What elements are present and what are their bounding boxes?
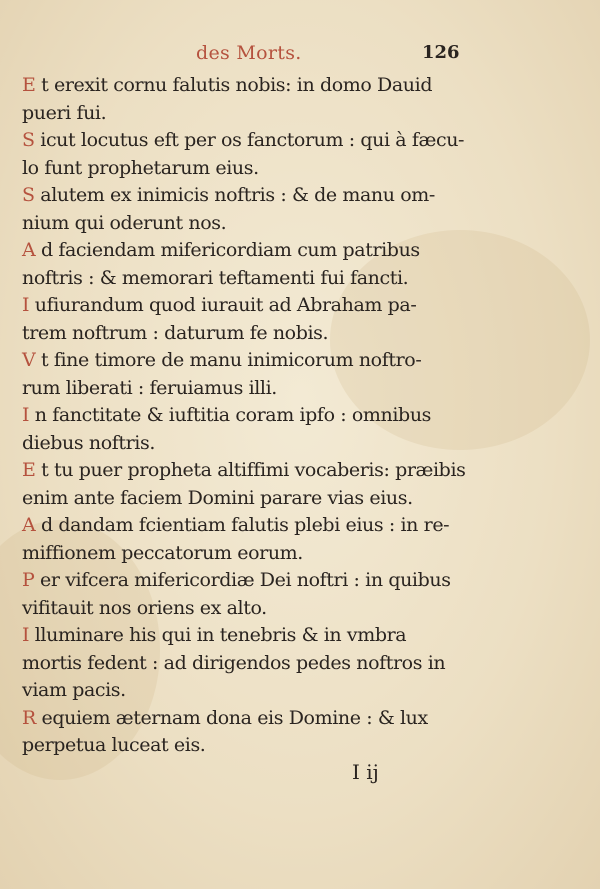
rubricated-initial: P — [22, 569, 35, 591]
verse-text: perpetua luceat eis. — [22, 734, 206, 756]
rubricated-initial: I — [22, 404, 30, 426]
verse-line — [22, 375, 482, 403]
verse-line — [22, 677, 482, 705]
rubricated-initial: E — [22, 459, 36, 481]
verse-line — [22, 292, 482, 320]
verse-text: t tu puer propheta altiffimi vocaberis: præibis — [35, 459, 466, 481]
verse-text: equiem æternam dona eis Domine : & lux — [35, 706, 428, 729]
verse-text: diebus noftris. — [22, 431, 155, 454]
rubricated-initial: R — [22, 706, 36, 729]
verse-line — [22, 512, 482, 540]
verse-line — [22, 155, 482, 183]
verse-text: alutem ex inimicis noftris : & de manu om- — [34, 184, 435, 206]
verse-line — [22, 402, 482, 430]
verse-text: viam pacis. — [22, 679, 126, 701]
verse-line — [22, 72, 482, 100]
verse-text: d faciendam mifericordiam cum patribus — [35, 239, 420, 261]
verse-line — [22, 237, 482, 265]
verse-text: n fanctitate & iuftitia coram ipfo : omnibus — [29, 404, 432, 426]
verse-text: ufiurandum quod iurauit ad Abraham pa- — [29, 294, 417, 316]
verse-text: mortis fedent : ad dirigendos pedes noftros in — [22, 651, 446, 674]
verse-line — [22, 210, 482, 238]
verse-line — [22, 457, 482, 485]
verse-line — [22, 732, 482, 760]
canticle-text — [22, 72, 482, 760]
verse-text: d dandam fcientiam falutis plebi eius : in re- — [35, 514, 450, 536]
rubricated-initial: S — [22, 129, 35, 151]
verse-text: miffionem peccatorum eorum. — [22, 541, 303, 564]
folio-number: 126 — [422, 42, 460, 63]
verse-text: t fine timore de manu inimicorum noftro- — [35, 349, 422, 371]
rubricated-initial: V — [22, 349, 36, 371]
printer-signature: I ij — [352, 760, 379, 784]
verse-text: trem noftrum : daturum fe nobis. — [22, 321, 329, 344]
rubricated-initial: I — [22, 294, 30, 316]
verse-text: icut locutus eft per os fanctorum : qui à fæcu- — [34, 129, 465, 151]
verse-text: noftris : & memorari teftamenti fui fancti. — [22, 266, 409, 289]
verse-line — [22, 100, 482, 128]
verse-line — [22, 622, 482, 650]
verse-line — [22, 347, 482, 375]
verse-line — [22, 265, 482, 293]
verse-line — [22, 320, 482, 348]
verse-line — [22, 430, 482, 458]
verse-text: t erexit cornu falutis nobis: in domo Dauid — [35, 74, 433, 96]
verse-text: lo funt prophetarum eius. — [22, 156, 259, 179]
verse-line — [22, 595, 482, 623]
verse-text: rum liberati : feruiamus illi. — [22, 376, 277, 399]
rubricated-initial: S — [22, 184, 35, 206]
verse-text: enim ante faciem Domini parare vias eius. — [22, 486, 413, 509]
rubricated-initial: A — [22, 514, 36, 536]
verse-line — [22, 485, 482, 513]
verse-text: vifitauit nos oriens ex alto. — [22, 596, 267, 619]
running-head: des Morts. — [196, 42, 302, 64]
verse-text: pueri fui. — [22, 101, 107, 124]
rubricated-initial: A — [22, 239, 36, 261]
verse-line — [22, 705, 482, 733]
rubricated-initial: E — [22, 74, 36, 96]
verse-line — [22, 127, 482, 155]
verse-line — [22, 567, 482, 595]
verse-line — [22, 540, 482, 568]
verse-line — [22, 650, 482, 678]
rubricated-initial: I — [22, 624, 30, 646]
verse-text: nium qui oderunt nos. — [22, 211, 227, 234]
verse-text: lluminare his qui in tenebris & in vmbra — [29, 624, 407, 646]
verse-text: er vifcera mifericordiæ Dei noftri : in quibus — [34, 569, 451, 591]
verse-line — [22, 182, 482, 210]
